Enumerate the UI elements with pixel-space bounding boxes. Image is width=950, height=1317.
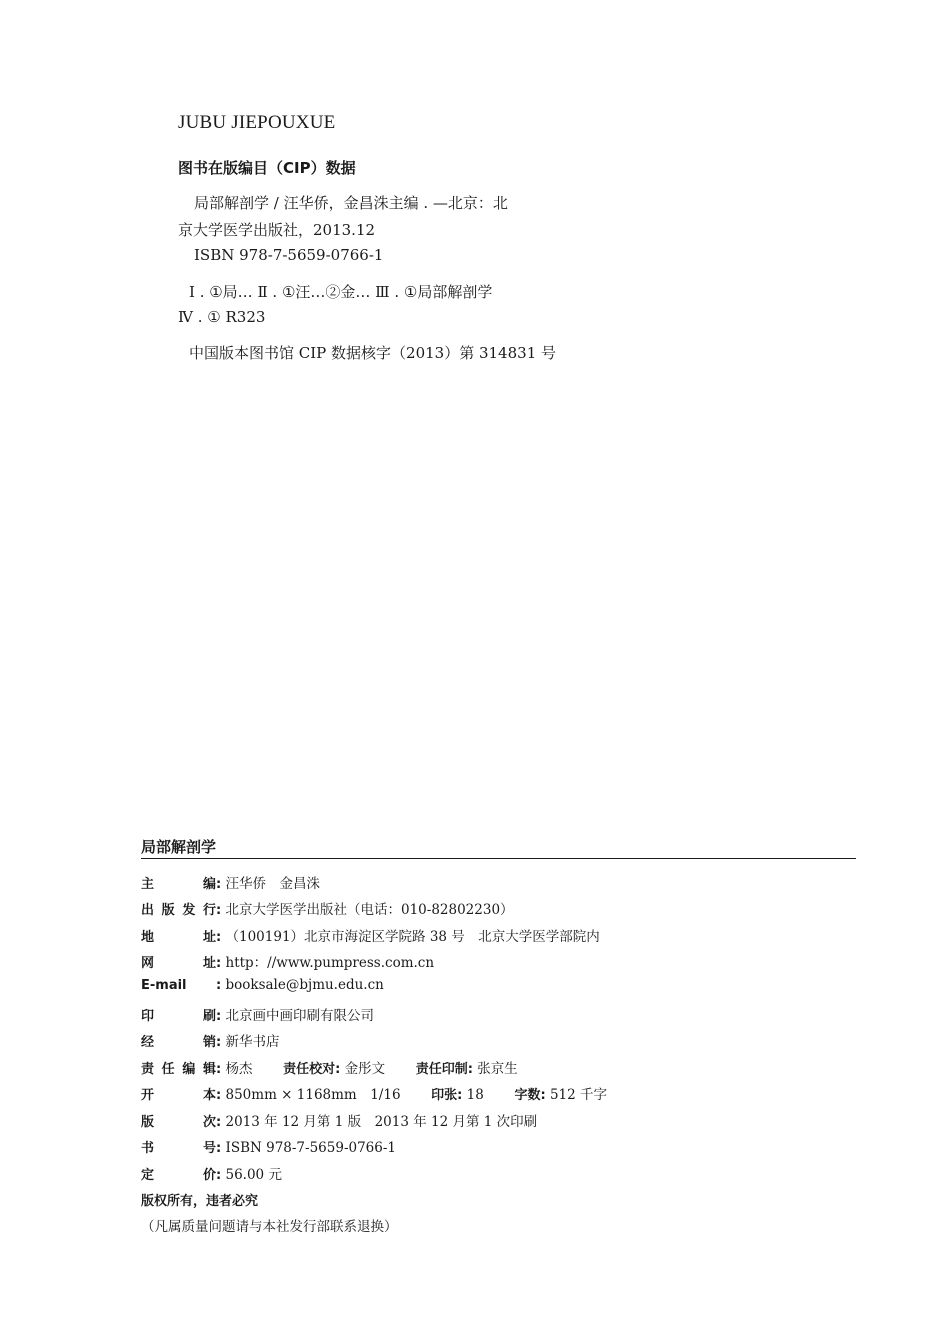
cip-record-number: 中国版本图书馆 CIP 数据核字（2013）第 314831 号 xyxy=(189,344,557,362)
row-value: （100191）北京市海淀区学院路 38 号 北京大学医学部院内 xyxy=(225,929,600,945)
row-value: 北京画中画印刷有限公司 xyxy=(225,1008,374,1024)
sheets-label: 印张 xyxy=(431,1088,458,1103)
row-label: 经销 xyxy=(141,1035,216,1050)
row-label: E-mail xyxy=(141,978,187,993)
row-value: 北京大学医学出版社（电话：010-82802230） xyxy=(225,902,514,918)
colophon-row-distributor: 经销: 新华书店 xyxy=(141,1030,280,1050)
colophon-row-price: 定价: 56.00 元 xyxy=(141,1163,282,1183)
row-value: 56.00 元 xyxy=(225,1167,282,1183)
print-supervisor: 张京生 xyxy=(477,1061,518,1077)
colophon-row-address: 地址: （100191）北京市海淀区学院路 38 号 北京大学医学部院内 xyxy=(141,925,600,945)
row-value: ISBN 978-7-5659-0766-1 xyxy=(225,1140,397,1156)
colophon-row-isbn: 书号: ISBN 978-7-5659-0766-1 xyxy=(141,1137,396,1156)
words-label: 字数 xyxy=(514,1088,541,1103)
row-label: 定价 xyxy=(141,1168,216,1183)
quality-note: （凡属质量问题请与本社发行部联系退换） xyxy=(141,1219,398,1235)
row-value: 新华书店 xyxy=(225,1034,280,1050)
row-label: 印刷 xyxy=(141,1009,216,1024)
proofreader: 金彤文 xyxy=(344,1061,386,1077)
proofreader-label: 责任校对 xyxy=(283,1062,336,1077)
cip-classification-line: Ⅳ . ① R323 xyxy=(178,308,266,326)
row-label: 书号 xyxy=(141,1141,216,1156)
copyright-notice: 版权所有，违者必究 xyxy=(141,1194,259,1209)
row-label: 开本 xyxy=(141,1088,216,1103)
cip-publisher-line: 京大学医学出版社，2013.12 xyxy=(178,221,376,239)
row-value: booksale@bjmu.edu.cn xyxy=(225,977,384,993)
row-value: 2013 年 12 月第 1 版 2013 年 12 月第 1 次印刷 xyxy=(225,1114,538,1130)
cip-heading: 图书在版编目（CIP）数据 xyxy=(178,159,356,177)
row-value: http：//www.pumpress.com.cn xyxy=(225,955,435,971)
row-value: 汪华侨 金昌洙 xyxy=(225,876,320,892)
row-label: 责任编辑 xyxy=(141,1062,216,1077)
colophon-book-title: 局部解剖学 xyxy=(141,838,217,856)
colophon-row-editor: 主编: 汪华侨 金昌洙 xyxy=(141,872,320,892)
colophon-row-editors: 责任编辑: 杨杰 责任校对: 金彤文 责任印制: 张京生 xyxy=(141,1057,518,1077)
format-size: 850mm × 1168mm 1/16 xyxy=(225,1087,401,1103)
row-label: 网址 xyxy=(141,956,216,971)
responsible-editor: 杨杰 xyxy=(225,1061,253,1077)
title-divider xyxy=(141,858,856,859)
colophon-row-website: 网址: http：//www.pumpress.com.cn xyxy=(141,951,434,971)
colophon-row-format: 开本: 850mm × 1168mm 1/16 印张: 18 字数: 512 千字 xyxy=(141,1083,607,1103)
row-label: 地址 xyxy=(141,930,216,945)
row-label: 主编 xyxy=(141,877,216,892)
pinyin-title: JUBU JIEPOUXUE xyxy=(178,112,336,133)
colophon-row-edition: 版次: 2013 年 12 月第 1 版 2013 年 12 月第 1 次印刷 xyxy=(141,1110,537,1130)
row-label: 版次 xyxy=(141,1115,216,1130)
words-value: 512 千字 xyxy=(549,1087,608,1103)
cip-title-line: 局部解剖学 / 汪华侨，金昌洙主编 . —北京：北 xyxy=(194,194,508,212)
row-label: 出版发行 xyxy=(141,903,216,918)
cip-isbn-line: ISBN 978-7-5659-0766-1 xyxy=(194,246,384,264)
print-supervisor-label: 责任印制 xyxy=(415,1062,468,1077)
cip-subject-line: Ⅰ . ①局… Ⅱ . ①汪…②金… Ⅲ . ①局部解剖学 xyxy=(189,283,493,301)
colophon-row-publisher: 出版发行: 北京大学医学出版社（电话：010-82802230） xyxy=(141,898,514,918)
sheets-value: 18 xyxy=(466,1087,484,1103)
colophon-row-email: E-mail : booksale@bjmu.edu.cn xyxy=(141,977,384,993)
colophon-row-printer: 印刷: 北京画中画印刷有限公司 xyxy=(141,1004,374,1024)
